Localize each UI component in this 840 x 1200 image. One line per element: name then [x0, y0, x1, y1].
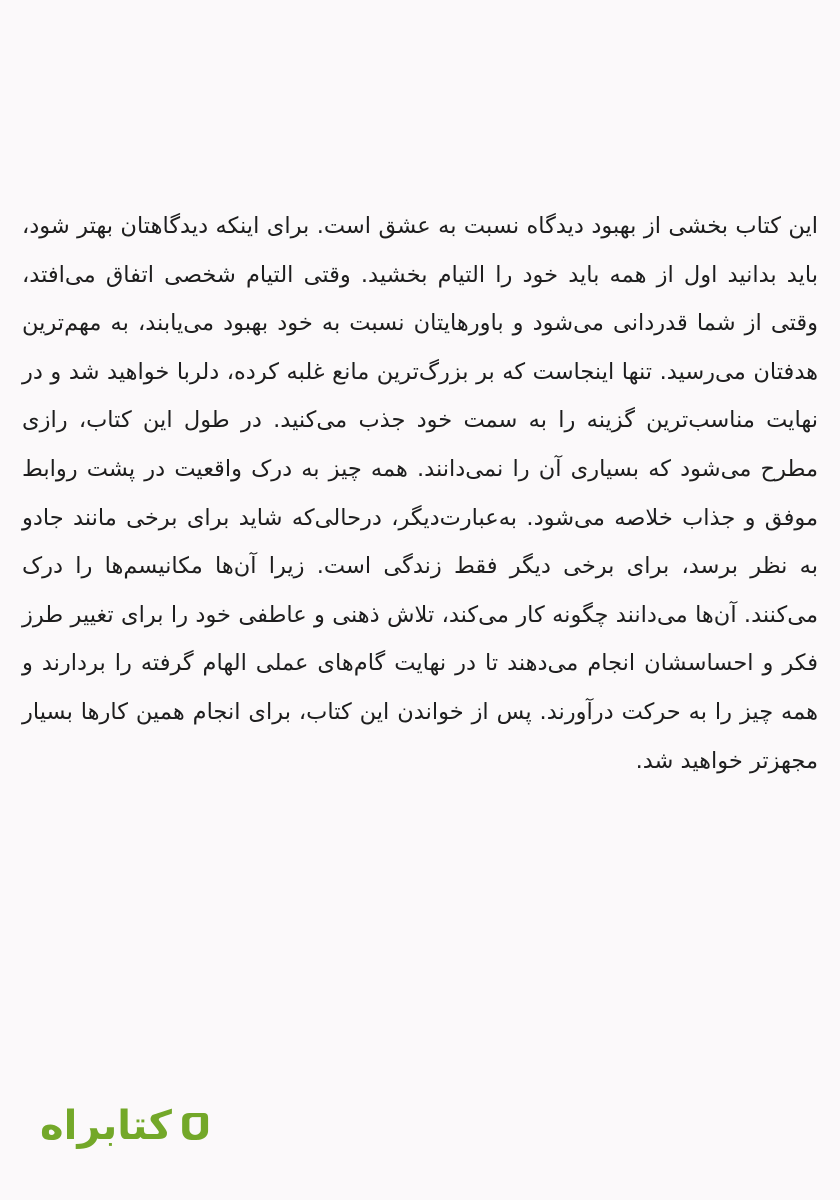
book-leaf-icon — [178, 1095, 210, 1157]
body-paragraph: این کتاب بخشی از بهبود دیدگاه نسبت به عشق است. برای اینکه دیدگاهتان بهتر شود، باید بدانید اول از همه باید خود را التیام بخشید. وقتی التیام شخصی اتفاق می‌افتد، وقتی از شما قدردانی می‌شود و باورهایتان نسبت به خود بهبود می‌یابند، به مهم‌ترین هدفتان می‌رسید. تنها اینجاست که بر بزرگ‌ترین مانع غلبه کرده، دلربا خواهید شد و در نهایت مناسب‌ترین گزینه را به سمت خود جذب می‌کنید. در طول این کتاب، رازی مطرح می‌شود که بسیاری آن را نمی‌دانند. همه چیز به درک واقعیت در پشت روابط موفق و جذاب خلاصه می‌شود. به‌عبارت‌دیگر، درحالی‌که شاید برای برخی مانند جادو به نظر برسد، برای برخی دیگر فقط زندگی است. زیرا آن‌ها مکانیسم‌ها را درک می‌کنند. آن‌ها می‌دانند چگونه کار می‌کند، تلاش ذهنی و عاطفی خود را برای تغییر طرز فکر و احساسشان انجام می‌دهند تا در نهایت گام‌های عملی الهام گرفته را بردارند و همه چیز را به حرکت درآورند. پس از خواندن این کتاب، برای انجام همین کارها بسیار مجهزتر خواهید شد. — [22, 213, 818, 774]
ketabrah-logo — [40, 1094, 210, 1158]
logo-text: کتابراه — [40, 1103, 172, 1149]
